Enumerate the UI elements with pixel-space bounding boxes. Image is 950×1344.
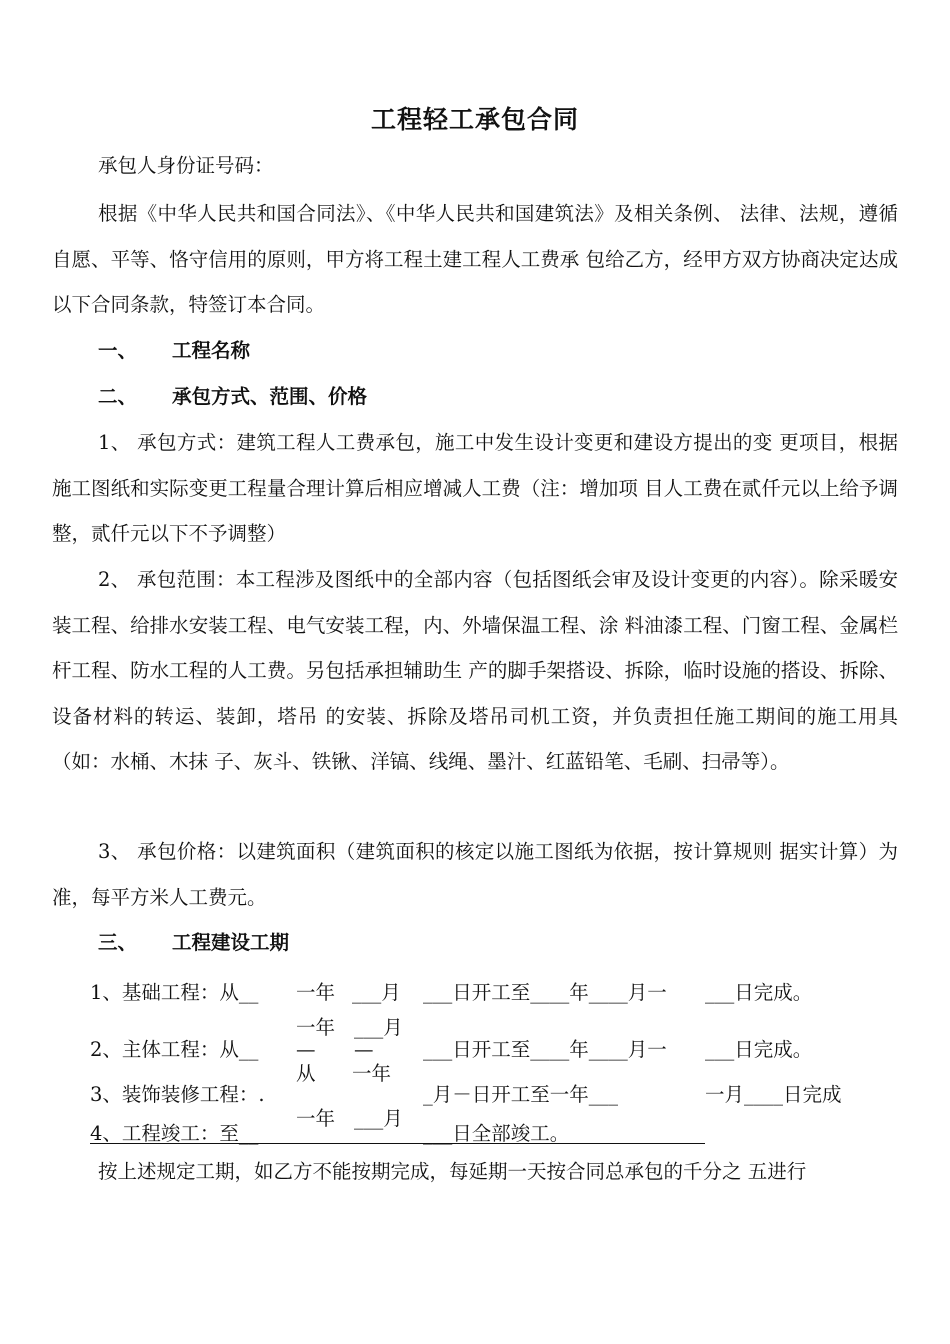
schedule-completion-text: ___日全部竣工。 [423,1122,570,1145]
schedule-structure-start: ___日开工至____年____月一 [423,1038,667,1061]
schedule-foundation-start: ___日开工至____年____月一 [423,981,667,1004]
section-heading-1 [98,336,250,366]
schedule-structure-dash-a: — [296,1038,316,1061]
section-number: 三、 [98,931,138,954]
schedule-completion-month: ___月 [354,1107,403,1130]
schedule-completion-year: 一年 [296,1107,336,1130]
schedule-foundation-end: ___日完成。 [705,981,813,1004]
schedule-completion-label: 4、工程竣工：至__ [90,1122,259,1145]
id-number-line: 承包人身份证号码： [98,154,274,177]
section-number: 一、 [98,339,138,362]
clause-contract-scope: 2、 承包范围：本工程涉及图纸中的全部内容（包括图纸会审及设计变更的内容）。除采暖安装工程、给排水安装工程、电气安装工程，内、外墙保温工程、涂 料油漆工程、门窗工程、金属栏杆工程、防水工程的人工费。另包括承担辅助生 产的脚手架搭设、拆除，临时设施的搭设、拆除、设备材料的转运、装卸，塔吊 的安装、拆除及塔吊司机工资，并负责担任施工期间的施工用具（如：水桶、木抹 子、灰斗、铁锹、洋镐、线绳、墨汁、红蓝铅笔、毛刷、扫帚等）。 [52,568,898,773]
intro-paragraph: 根据《中华人民共和国合同法》、《中华人民共和国建筑法》及相关条例、 法律、法规，遵循自愿、平等、恪守信用的原则，甲方将工程土建工程人工费承 包给乙方，经甲方双方协商决定达成以下合同条款，特签订本合同。 [52,202,898,316]
clause-contract-price: 3、 承包价格：以建筑面积（建筑面积的核定以施工图纸为依据，按计算规则 据实计算）为准，每平方米人工费元。 [52,840,898,909]
clause-contract-method: 1、 承包方式：建筑工程人工费承包，施工中发生设计变更和建设方提出的变 更项目，根据施工图纸和实际变更工程量合理计算后相应增减人工费（注：增加项 目人工费在贰仟元以上给予调整，贰仟元以下不予调整） [52,431,898,545]
schedule-foundation-label: 1、基础工程：从__ [90,981,259,1004]
schedule-decoration-start: _月－日开工至一年___ [423,1083,619,1106]
schedule-decoration-end: 一月____日完成 [705,1083,842,1106]
schedule-mid-year: 一年 [296,1016,336,1039]
section-title: 承包方式、范围、价格 [172,385,368,408]
section-heading-3 [98,928,289,958]
document-title: 工程轻工承包合同 [370,105,579,134]
section-number: 二、 [98,385,138,408]
section-heading-2 [98,382,367,412]
schedule-mid-month: ___月 [354,1016,403,1039]
schedule-foundation-year: 一年 [296,981,336,1004]
schedule-structure-label: 2、主体工程：从__ [90,1038,259,1061]
closing-paragraph: 按上述规定工期，如乙方不能按期完成，每延期一天按合同总承包的千分之 五进行 [98,1160,807,1183]
schedule-decoration-label: 3、装饰装修工程：. [90,1083,265,1106]
section-title: 工程名称 [172,339,251,362]
completion-underline [90,1143,705,1144]
section-title: 工程建设工期 [172,931,290,954]
schedule-structure-dash-b: — [354,1038,374,1061]
schedule-structure-end: ___日完成。 [705,1038,813,1061]
schedule-mid-from: 从 [296,1062,316,1085]
schedule-mid-year-2: 一年 [352,1062,392,1085]
schedule-foundation-month: ___月 [352,981,401,1004]
